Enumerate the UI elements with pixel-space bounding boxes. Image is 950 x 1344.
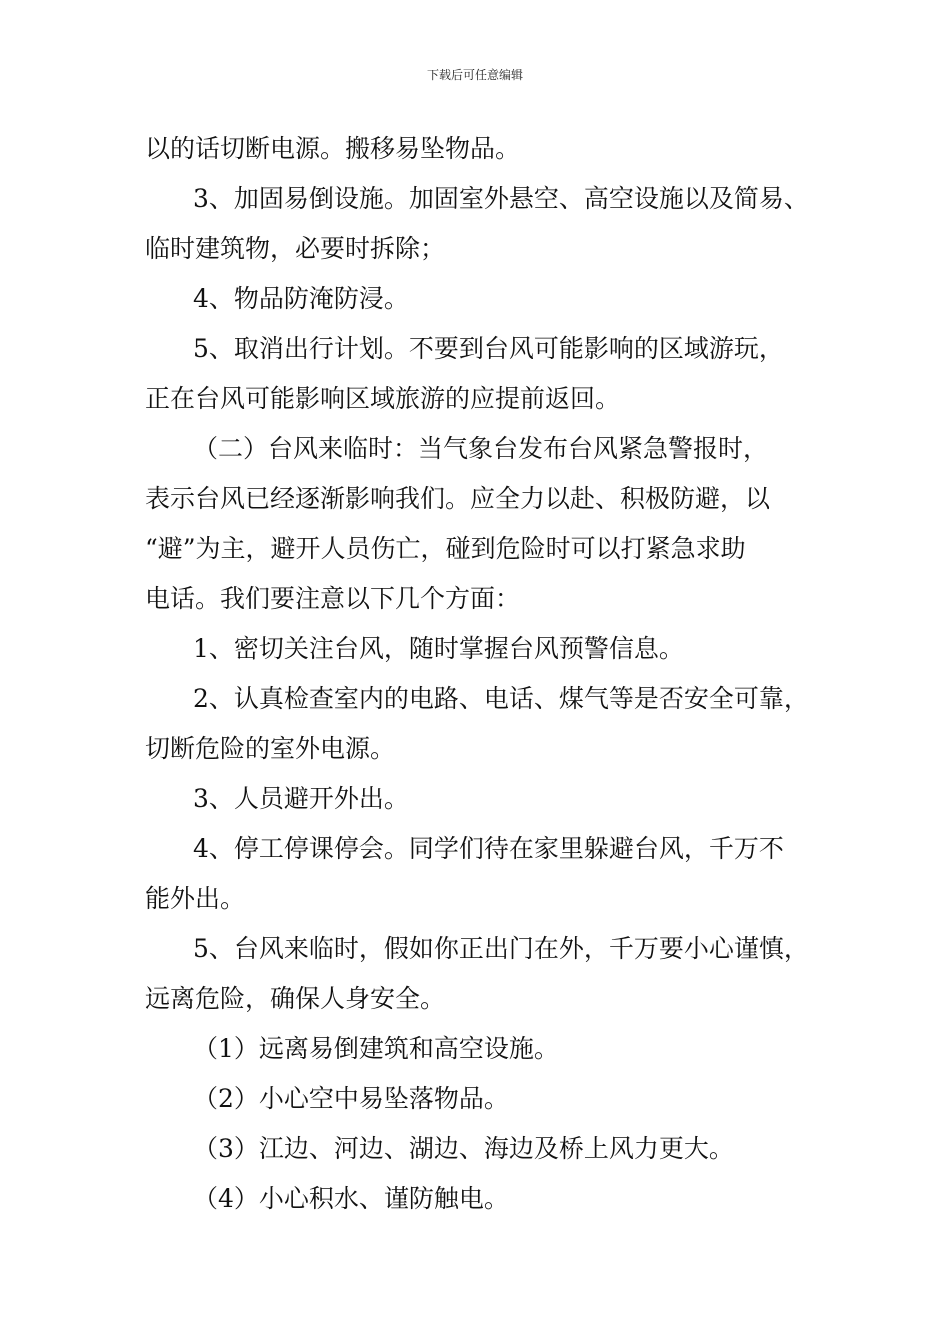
page-header: 下载后可任意编辑 xyxy=(426,68,523,82)
text-line: 4、物品防淹防浸。 xyxy=(193,284,409,313)
text-line: 3、加固易倒设施。加固室外悬空、高空设施以及简易、 xyxy=(193,184,809,213)
text-line: 表示台风已经逐渐影响我们。应全力以赴、积极防避，以 xyxy=(145,484,771,513)
text-line: 能外出。 xyxy=(145,884,246,913)
text-line: “避”为主，避开人员伤亡，碰到危险时可以打紧急求助 xyxy=(145,534,746,563)
list-item: （3）江边、河边、湖边、海边及桥上风力更大。 xyxy=(193,1134,734,1163)
list-item: （1）远离易倒建筑和高空设施。 xyxy=(193,1034,559,1063)
text-line: 电话。我们要注意以下几个方面： xyxy=(145,584,521,613)
text-line: 以的话切断电源。搬移易坠物品。 xyxy=(145,134,521,163)
text-line: 临时建筑物，必要时拆除； xyxy=(145,234,446,263)
text-line: 5、台风来临时，假如你正出门在外，千万要小心谨慎， xyxy=(193,934,809,963)
section-heading: （二）台风来临时：当气象台发布台风紧急警报时， xyxy=(193,434,769,463)
text-line: 5、取消出行计划。不要到台风可能影响的区域游玩， xyxy=(193,334,784,363)
text-line: 3、人员避开外出。 xyxy=(193,784,409,813)
text-line: 切断危险的室外电源。 xyxy=(145,734,396,763)
text-line: 正在台风可能影响区域旅游的应提前返回。 xyxy=(145,384,621,413)
list-item: （2）小心空中易坠落物品。 xyxy=(193,1084,509,1113)
text-line: 4、停工停课停会。同学们待在家里躲避台风，千万不 xyxy=(193,834,784,863)
list-item: （4）小心积水、谨防触电。 xyxy=(193,1184,509,1213)
text-line: 1、密切关注台风，随时掌握台风预警信息。 xyxy=(193,634,684,663)
text-line: 远离危险，确保人身安全。 xyxy=(145,984,446,1013)
text-line: 2、认真检查室内的电路、电话、煤气等是否安全可靠， xyxy=(193,684,809,713)
